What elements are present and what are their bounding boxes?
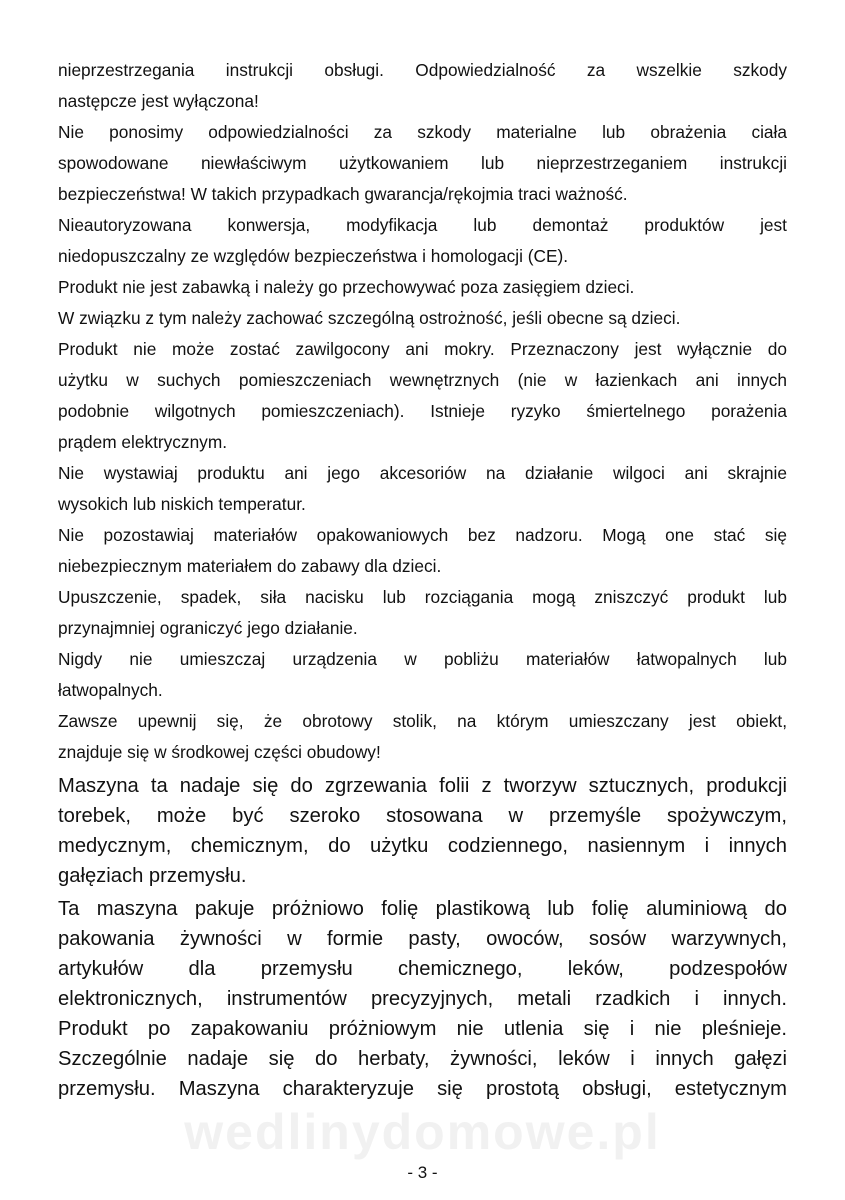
text-line: Nie ponosimy odpowiedzialności za szkody materialne lub obrażenia ciała <box>58 122 787 142</box>
text-line: gałęziach przemysłu. <box>58 865 247 887</box>
document-body <box>58 55 787 1104</box>
paragraph <box>58 644 787 706</box>
text-line: torebek, może być szeroko stosowana w przemyśle spożywczym, <box>58 805 787 827</box>
text-line: Maszyna ta nadaje się do zgrzewania folii z tworzyw sztucznych, produkcji <box>58 775 787 797</box>
text-line: medycznym, chemicznym, do użytku codziennego, nasiennym i innych <box>58 835 787 857</box>
text-line: Szczególnie nadaje się do herbaty, żywności, leków i innych gałęzi <box>58 1048 787 1070</box>
text-line: Produkt po zapakowaniu próżniowym nie utlenia się i nie pleśnieje. <box>58 1018 787 1040</box>
text-line: znajduje się w środkowej części obudowy! <box>58 742 381 762</box>
text-line: następcze jest wyłączona! <box>58 91 259 111</box>
text-line: wysokich lub niskich temperatur. <box>58 494 306 514</box>
text-line: Nigdy nie umieszczaj urządzenia w pobliżu materiałów łatwopalnych lub <box>58 649 787 669</box>
text-line: bezpieczeństwa! W takich przypadkach gwarancja/rękojmia traci ważność. <box>58 184 628 204</box>
paragraph <box>58 520 787 582</box>
text-line: W związku z tym należy zachować szczególną ostrożność, jeśli obecne są dzieci. <box>58 308 681 328</box>
text-line: artykułów dla przemysłu chemicznego, leków, podzespołów <box>58 958 787 980</box>
text-line: łatwopalnych. <box>58 680 163 700</box>
paragraph <box>58 458 787 520</box>
text-line: Nieautoryzowana konwersja, modyfikacja lub demontaż produktów jest <box>58 215 787 235</box>
text-line: przynajmniej ograniczyć jego działanie. <box>58 618 358 638</box>
paragraph <box>58 771 787 891</box>
text-line: elektronicznych, instrumentów precyzyjnych, metali rzadkich i innych. <box>58 988 787 1010</box>
text-line: użytku w suchych pomieszczeniach wewnętrznych (nie w łazienkach ani innych <box>58 370 787 390</box>
paragraph <box>58 303 787 334</box>
text-line: pakowania żywności w formie pasty, owoców, sosów warzywnych, <box>58 928 787 950</box>
text-line: podobnie wilgotnych pomieszczeniach). Istnieje ryzyko śmiertelnego porażenia <box>58 401 787 421</box>
text-line: Nie pozostawiaj materiałów opakowaniowych bez nadzoru. Mogą one stać się <box>58 525 787 545</box>
watermark: wedlinydomowe.pl <box>184 1104 661 1160</box>
page-number: - 3 - <box>407 1163 438 1182</box>
paragraph <box>58 117 787 210</box>
paragraph <box>58 210 787 272</box>
paragraph <box>58 706 787 768</box>
paragraph <box>58 55 787 117</box>
paragraph <box>58 272 787 303</box>
paragraph <box>58 582 787 644</box>
text-line: Ta maszyna pakuje próżniowo folię plastikową lub folię aluminiową do <box>58 898 787 920</box>
text-line: niebezpiecznym materiałem do zabawy dla dzieci. <box>58 556 442 576</box>
text-line: prądem elektrycznym. <box>58 432 228 452</box>
text-line: niedopuszczalny ze względów bezpieczeństwa i homologacji (CE). <box>58 246 569 266</box>
text-line: spowodowane niewłaściwym użytkowaniem lub nieprzestrzeganiem instrukcji <box>58 153 787 173</box>
text-line: Produkt nie jest zabawką i należy go przechowywać poza zasięgiem dzieci. <box>58 277 635 297</box>
text-line: nieprzestrzegania instrukcji obsługi. Odpowiedzialność za wszelkie szkody <box>58 60 787 80</box>
text-line: Upuszczenie, spadek, siła nacisku lub rozciągania mogą zniszczyć produkt lub <box>58 587 787 607</box>
text-line: Nie wystawiaj produktu ani jego akcesoriów na działanie wilgoci ani skrajnie <box>58 463 787 483</box>
paragraph <box>58 334 787 458</box>
text-line: przemysłu. Maszyna charakteryzuje się prostotą obsługi, estetycznym <box>58 1078 787 1100</box>
paragraph <box>58 894 787 1104</box>
text-line: Produkt nie może zostać zawilgocony ani mokry. Przeznaczony jest wyłącznie do <box>58 339 787 359</box>
text-line: Zawsze upewnij się, że obrotowy stolik, na którym umieszczany jest obiekt, <box>58 711 787 731</box>
